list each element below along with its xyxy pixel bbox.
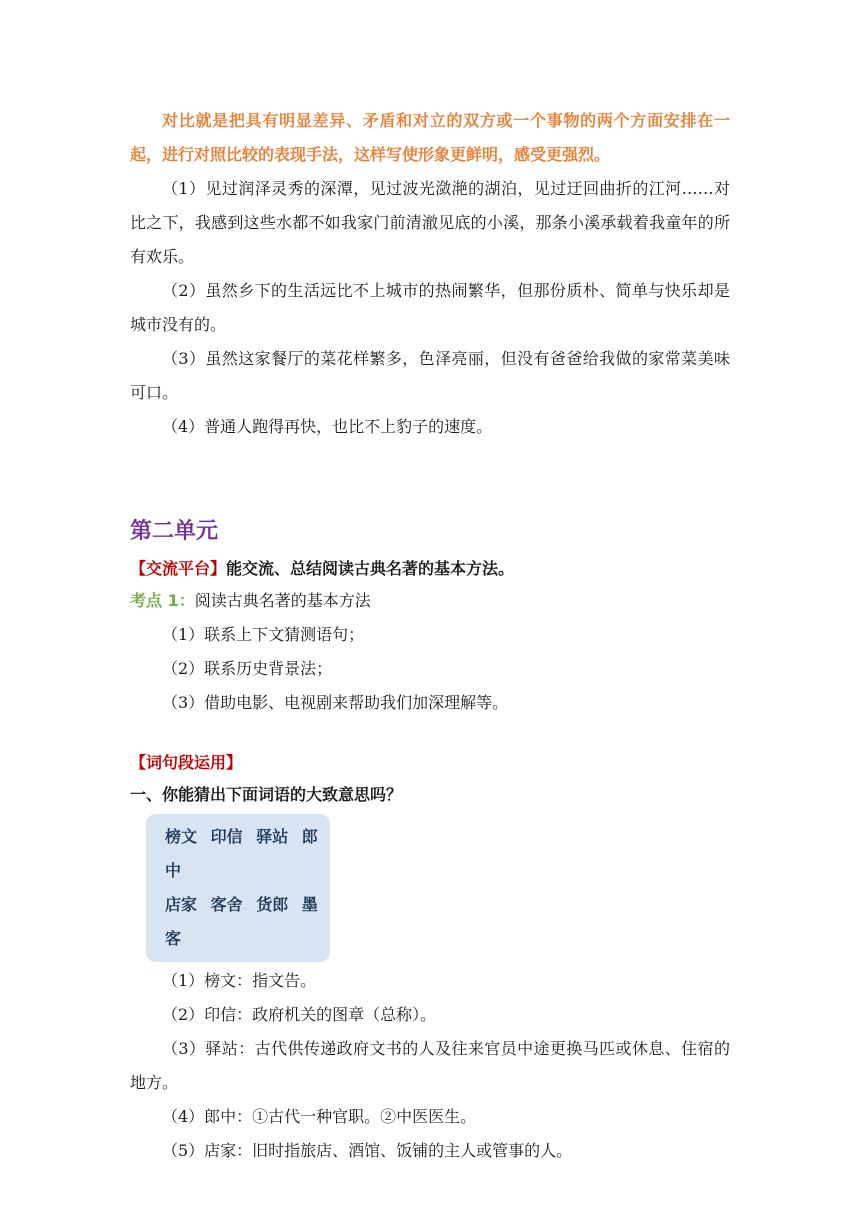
word: 郎中 [165, 827, 318, 880]
example-4: （4）普通人跑得再快，也比不上豹子的速度。 [162, 417, 493, 436]
platform-heading [130, 554, 730, 584]
definition-1: （1）榜文：指文告。 [162, 971, 317, 990]
method-1: （1）联系上下文猜测语句； [162, 625, 365, 644]
contrast-definition: 对比就是把具有明显差异、矛盾和对立的双方或一个事物的两个方面安排在一起，进行对照比较的表现手法，这样写使形象更鲜明，感受更强烈。 [130, 111, 730, 164]
usage-question: 一、你能猜出下面词语的大致意思吗？ [130, 785, 403, 804]
platform-tag: 【交流平台】 [130, 559, 227, 578]
method-2: （2）联系历史背景法； [162, 659, 333, 678]
platform-text: 能交流、总结阅读古典名著的基本方法。 [226, 559, 515, 578]
kaodian-tag: 考点 1： [130, 591, 195, 610]
kaodian-text: 阅读古典名著的基本方法 [194, 591, 371, 610]
definition-5: （5）店家：旧时指旅店、酒馆、饭铺的主人或管事的人。 [162, 1141, 573, 1160]
example-1: （1）见过润泽灵秀的深潭，见过波光潋滟的湖泊，见过迂回曲折的江河……对比之下，我感到这些水都不如我家门前清澈见底的小溪，那条小溪承载着我童年的所有欢乐。 [130, 179, 730, 266]
word: 店家 [165, 895, 198, 914]
kaodian-line [130, 584, 730, 618]
unit-title: 第二单元 [130, 519, 219, 544]
definition-4: （4）郎中：①古代一种官职。②中医医生。 [162, 1107, 477, 1126]
example-3: （3）虽然这家餐厅的菜花样繁多，色泽亮丽，但没有爸爸给我做的家常菜美味可口。 [130, 349, 730, 402]
word: 榜文 [165, 827, 198, 846]
definition-3: （3）驿站：古代供传递政府文书的人及往来官员中途更换马匹或休息、住宿的地方。 [130, 1039, 730, 1092]
word: 印信 [210, 827, 243, 846]
example-2: （2）虽然乡下的生活远比不上城市的热闹繁华，但那份质朴、简单与快乐却是城市没有的。 [130, 281, 730, 334]
word-row-1 [146, 820, 330, 888]
definition-2: （2）印信：政府机关的图章（总称）。 [162, 1005, 437, 1024]
word: 客舍 [210, 895, 243, 914]
word: 墨客 [165, 895, 318, 948]
document-page [130, 104, 730, 1168]
spacer [130, 720, 730, 746]
word: 驿站 [256, 827, 289, 846]
word: 货郎 [256, 895, 289, 914]
usage-heading: 【词句段运用】 [130, 753, 243, 772]
method-3: （3）借助电影、电视剧来帮助我们加深理解等。 [162, 693, 509, 712]
spacer [130, 444, 730, 514]
word-row-2 [146, 888, 330, 956]
word-box [146, 814, 330, 962]
